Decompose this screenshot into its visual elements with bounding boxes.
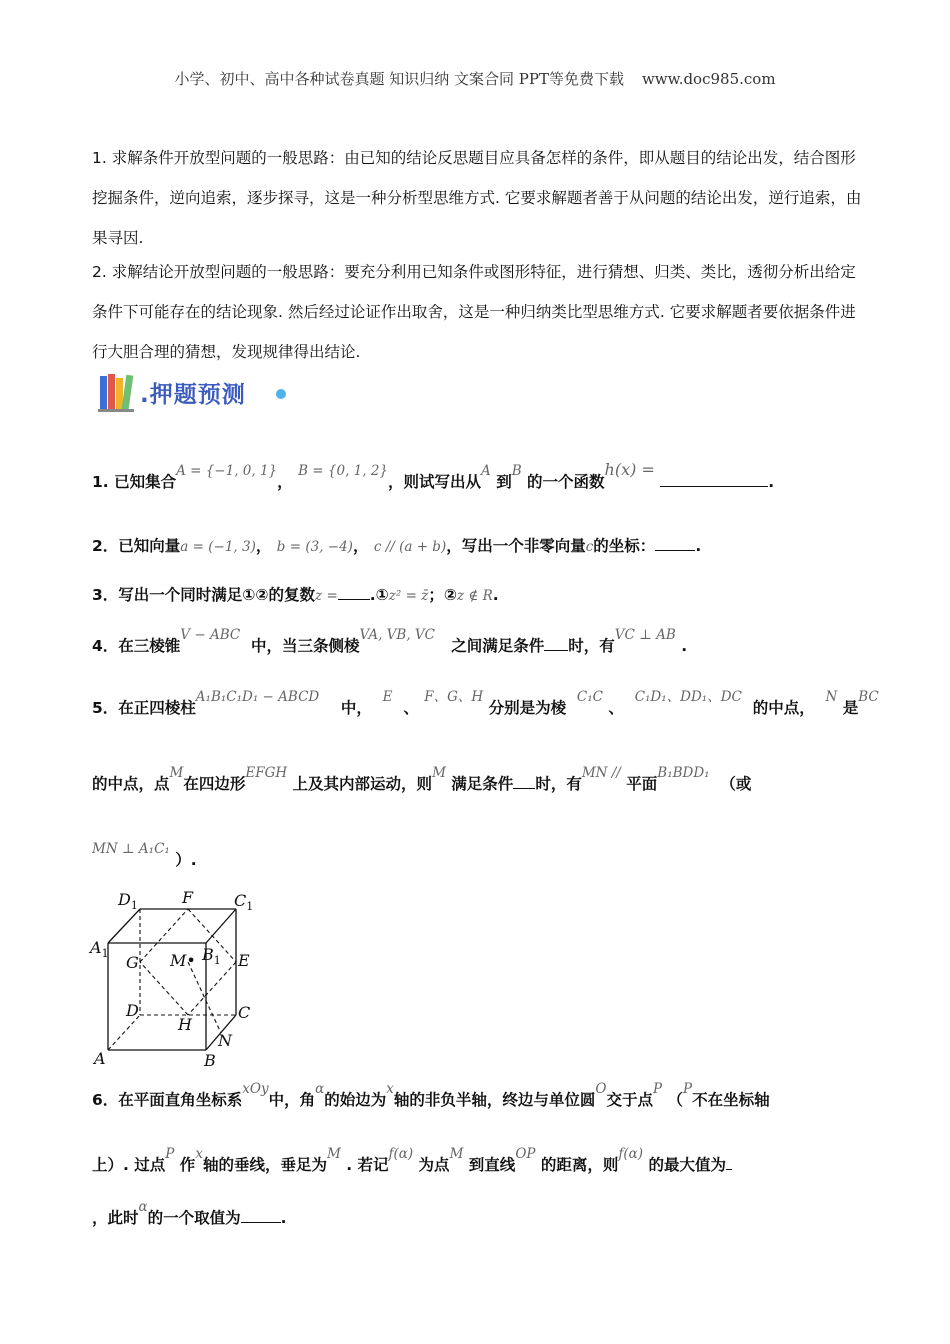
banner-dot-icon: [276, 389, 286, 399]
q5-plane: B₁BDD₁: [657, 765, 710, 781]
intro-paragraph-1: 1. 求解条件开放型问题的一般思路：由已知的结论反思题目应具备怎样的条件，即从题目的结论出发，结合图形挖掘条件，逆向追索，逐步探寻，这是一种分析型思维方式. 它要求解题者善于从问题的结论出发，逆行追索，由果寻因.: [92, 149, 862, 247]
q6-l2-b: 作: [179, 1156, 196, 1174]
q2-vector-b: b = (3, −4): [276, 539, 353, 555]
q6-l2-h: 的最大值为: [648, 1156, 726, 1174]
q4-end: .: [681, 637, 688, 655]
question-5-line-2: [92, 765, 862, 794]
label-e: E: [238, 951, 250, 970]
q5-n: N: [825, 689, 838, 705]
q5-line2-c: 上及其内部运动，则: [292, 775, 433, 793]
q5-line2-e: 时，有: [535, 775, 582, 793]
banner-title: .押题预测: [140, 382, 246, 408]
q6-text-f: （: [667, 1091, 684, 1109]
question-5-line-1: [92, 689, 879, 718]
q1-end: .: [768, 473, 775, 491]
q1-b: B: [511, 463, 522, 479]
q6-text-g: 不在坐标轴: [692, 1091, 770, 1109]
q5-line2-a: 的中点，点: [92, 775, 170, 793]
q4-text: 4．在三棱锥: [92, 637, 181, 655]
label-h: H: [178, 1015, 192, 1034]
q5-edges: C₁D₁、DD₁、DC: [634, 689, 742, 705]
q5-answer-blank[interactable]: [513, 774, 535, 789]
q5-line2-b: 在四边形: [183, 775, 246, 793]
question-1: [92, 460, 862, 492]
q6-l2-d: . 若记: [346, 1156, 389, 1174]
q2-text-d: 的坐标：: [593, 537, 656, 555]
q5-close: ）.: [175, 851, 197, 869]
q1-text-b: ，则试写出从: [388, 473, 482, 491]
q5-e: E: [382, 689, 393, 705]
q6-text-d: 轴的非负半轴，终边与单位圆: [393, 1091, 596, 1109]
edge-a1d1: [108, 909, 140, 943]
q1-set-b: B = {0, 1, 2}: [298, 463, 389, 479]
q5-sep2: 、: [608, 699, 624, 717]
q4-perpendicular: VC ⊥ AB: [614, 627, 676, 643]
question-2: [92, 534, 862, 556]
header-text: 小学、初中、高中各种试卷真题 知识归纳 文案合同 PPT等免费下载: [174, 70, 624, 88]
q6-p: P: [653, 1081, 663, 1097]
question-6-line-3: [92, 1199, 862, 1228]
q6-l2-g: 的距离，则: [540, 1156, 619, 1174]
q5-text-g: 是: [842, 699, 859, 717]
label-g: G: [126, 953, 139, 972]
label-d1: $D_1$: [118, 890, 138, 912]
q4-edges: VA, VB, VC: [359, 627, 436, 643]
q4-text-c: 之间满足条件: [451, 637, 545, 655]
q1-function: h(x) =: [604, 460, 655, 479]
q5-text-f: 的中点，: [752, 699, 815, 717]
q5-parallel: MN //: [581, 765, 621, 781]
q1-text: 1. 已知集合: [92, 473, 177, 491]
page-header: [0, 68, 950, 89]
question-6-line-2: [92, 1146, 862, 1175]
q3-end: .: [492, 586, 499, 604]
q5-text-d: 分别是为棱: [488, 699, 567, 717]
q5-text-b: 中，: [340, 699, 372, 717]
q2-comma2: ，: [352, 537, 369, 555]
label-n: N: [218, 1031, 232, 1050]
q3-answer-blank[interactable]: [338, 585, 370, 600]
prism-figure: [88, 888, 278, 1074]
q1-set-a: A = {−1, 0, 1}: [176, 463, 278, 479]
q6-answer-blank-2[interactable]: [241, 1208, 281, 1223]
q6-end: .: [280, 1209, 287, 1227]
q3-condition-1: z² = z̄: [388, 588, 429, 604]
q6-text: 6．在平面直角坐标系: [92, 1091, 243, 1109]
q6-text-e: 交于点: [606, 1091, 653, 1109]
q6-alpha: α: [315, 1081, 325, 1097]
label-c1: $C_1$: [234, 891, 254, 913]
segment-mn: [188, 962, 221, 1033]
q2-comma1: ，: [255, 537, 272, 555]
q6-m2: M: [449, 1146, 464, 1162]
q5-line2-g: （或: [720, 775, 752, 793]
q1-a: A: [481, 463, 491, 479]
q6-p2: P: [683, 1081, 693, 1097]
q5-bc: BC: [858, 689, 879, 705]
q4-answer-blank[interactable]: [544, 636, 568, 651]
q6-l2-e: 为点: [418, 1156, 450, 1174]
label-b: B: [204, 1051, 216, 1070]
q5-alt: MN ⊥ A₁C₁: [92, 841, 170, 857]
edge-b1c1: [206, 909, 236, 943]
q5-text: 5．在正四棱柱: [92, 699, 196, 717]
q6-l3-b: 的一个取值为: [147, 1209, 241, 1227]
q6-answer-blank-1[interactable]: [726, 1155, 732, 1170]
question-4: [92, 627, 862, 656]
q4-text-b: 中，当三条侧棱: [251, 637, 360, 655]
q2-answer-blank[interactable]: [655, 536, 695, 551]
q6-p3: P: [165, 1146, 175, 1162]
q2-text: 2．已知向量: [92, 537, 181, 555]
q6-f-alpha2: f(α): [618, 1146, 644, 1162]
q1-comma: ，: [277, 473, 293, 491]
q4-text-d: 时，有: [568, 637, 615, 655]
q6-x2: x: [195, 1146, 203, 1162]
q3-condition-2: z ∉ R: [456, 588, 493, 604]
q5-m2: M: [432, 765, 446, 781]
q1-text-c: 的一个函数: [527, 473, 605, 491]
q6-l3-a: ，此时: [92, 1209, 139, 1227]
q6-text-c: 的始边为: [324, 1091, 387, 1109]
q3-text-c: ；②: [428, 586, 457, 604]
q4-pyramid: V − ABC: [180, 627, 241, 643]
q6-l2-f: 到直线: [468, 1156, 516, 1174]
q6-m: M: [326, 1146, 341, 1162]
label-a1: $A_1$: [90, 938, 109, 960]
q1-to: 到: [496, 473, 512, 491]
q6-op: OP: [515, 1146, 536, 1162]
header-site[interactable]: www.doc985.com: [641, 70, 776, 88]
q6-l2-a: 上）. 过点: [92, 1156, 166, 1174]
label-f: F: [182, 888, 194, 907]
q5-sep: 、: [403, 699, 419, 717]
q5-line2-d: 满足条件: [451, 775, 514, 793]
q5-quad: EFGH: [245, 765, 288, 781]
q5-fgh: F、G、H: [424, 689, 484, 705]
edge-ad: [108, 1015, 140, 1050]
label-a: A: [94, 1049, 106, 1068]
q3-text: 3．写出一个同时满足①②的复数: [92, 586, 316, 604]
label-c: C: [238, 1003, 251, 1022]
q5-prism: A₁B₁C₁D₁ − ABCD: [195, 689, 320, 705]
q5-line2-f: 平面: [626, 775, 658, 793]
q5-m: M: [169, 765, 184, 781]
q2-end: .: [695, 537, 702, 555]
q2-c: c: [585, 539, 594, 555]
q6-l2-c: 轴的垂线，垂足为: [202, 1156, 327, 1174]
label-b1: $B_1$: [202, 945, 221, 967]
q2-vector-a: a = (−1, 3): [180, 539, 256, 555]
question-6-line-1: [92, 1081, 862, 1110]
q2-condition: c // (a + b): [373, 539, 447, 555]
label-d: D: [126, 1001, 139, 1020]
question-3: [92, 583, 862, 605]
intro-paragraph-2: 2. 求解结论开放型问题的一般思路：要充分利用已知条件或图形特征，进行猜想、归类、类比，透彻分析出给定条件下可能存在的结论现象. 然后经过论证作出取舍，这是一种归纳类比型思维方式. 它要求解题者要依据条件进行大胆合理的猜想，发现规律得出结论.: [92, 263, 856, 361]
q5-c1c: C₁C: [576, 689, 603, 705]
q3-z: z =: [315, 588, 338, 604]
q3-text-b: .①: [369, 586, 389, 604]
label-m: M•: [170, 951, 196, 970]
q6-alpha2: α: [138, 1199, 148, 1215]
section-banner: [98, 370, 298, 416]
question-5-line-3: [92, 841, 862, 870]
q6-f-alpha: f(α): [388, 1146, 414, 1162]
q2-text-b: ，写出一个非零向量: [446, 537, 586, 555]
q1-answer-blank[interactable]: [660, 472, 768, 487]
q6-xoy: xOy: [242, 1081, 269, 1097]
q6-text-b: 中，角: [268, 1091, 316, 1109]
q6-o: O: [595, 1081, 607, 1097]
books-icon: [98, 372, 136, 412]
q6-x: x: [386, 1081, 394, 1097]
